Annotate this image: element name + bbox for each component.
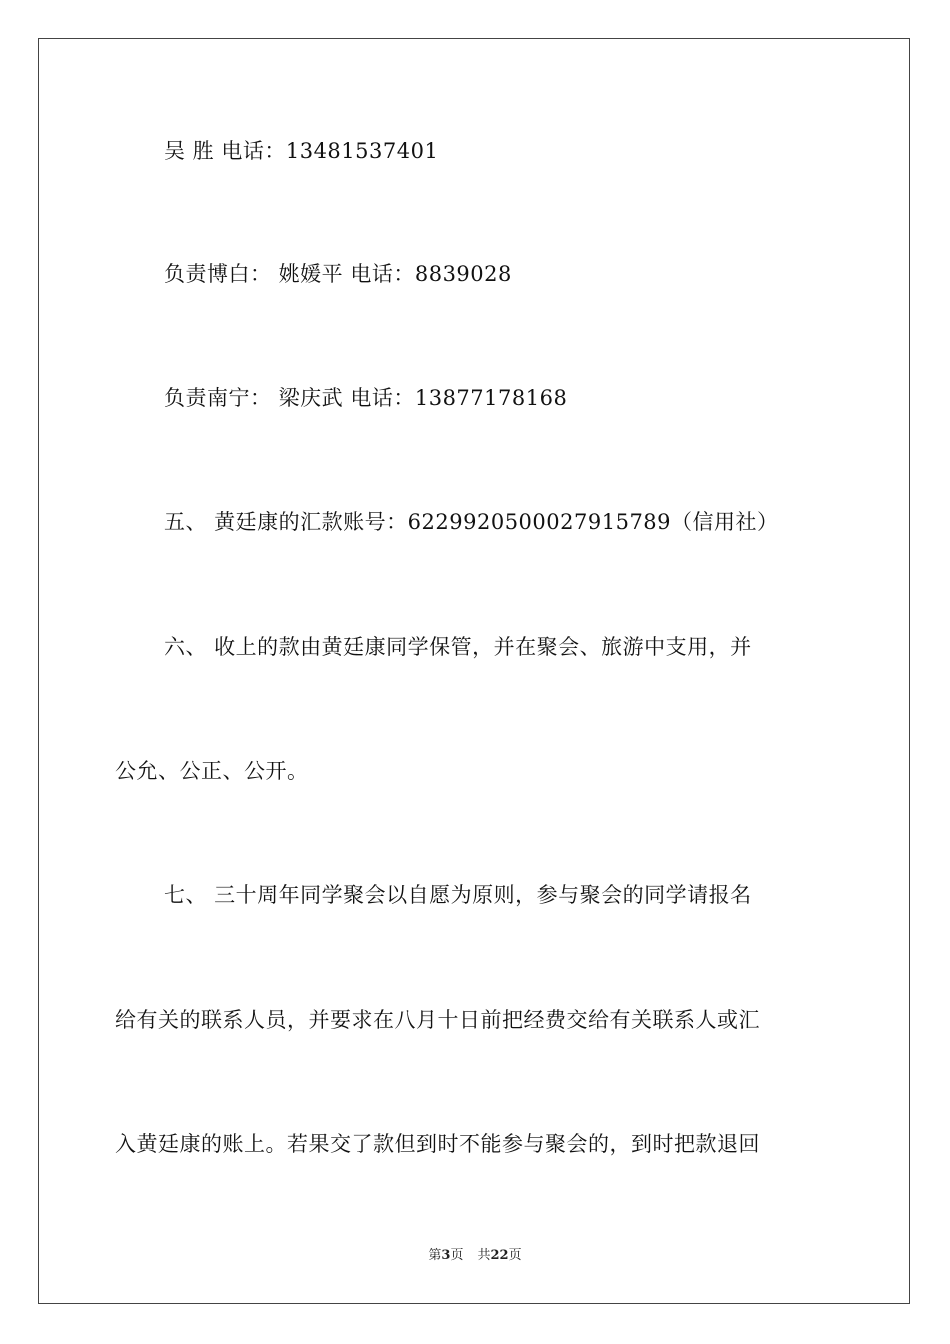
contact-line-nanning: 负责南宁： 梁庆武 电话：13877178168 (164, 386, 568, 410)
item-seven-line-2: 给有关的联系人员，并要求在八月十日前把经费交给有关联系人或汇 (115, 1008, 760, 1032)
total-pages: 22 (490, 1248, 509, 1263)
item-six-line-1: 六、 收上的款由黄廷康同学保管，并在聚会、旅游中支用，并 (164, 635, 752, 659)
item-seven-line-3: 入黄廷康的账上。若果交了款但到时不能参与聚会的，到时把款退回 (115, 1132, 760, 1156)
total-suffix: 页 (508, 1248, 522, 1263)
item-seven-line-1: 七、 三十周年同学聚会以自愿为原则，参与聚会的同学请报名 (164, 883, 752, 907)
page-border (38, 38, 910, 1304)
page-number: 3 (441, 1248, 451, 1263)
item-six-line-2: 公允、公正、公开。 (115, 759, 309, 783)
page-prefix: 第 (428, 1248, 442, 1263)
contact-line-bobai: 负责博白： 姚媛平 电话：8839028 (164, 262, 512, 286)
contact-line-wu-sheng: 吴 胜 电话：13481537401 (164, 139, 439, 163)
page-footer (0, 1247, 950, 1265)
item-five-account: 五、 黄廷康的汇款账号：6229920500027915789（信用社） (164, 510, 779, 534)
page-suffix: 页 (450, 1248, 464, 1263)
total-prefix: 共 (477, 1248, 491, 1263)
